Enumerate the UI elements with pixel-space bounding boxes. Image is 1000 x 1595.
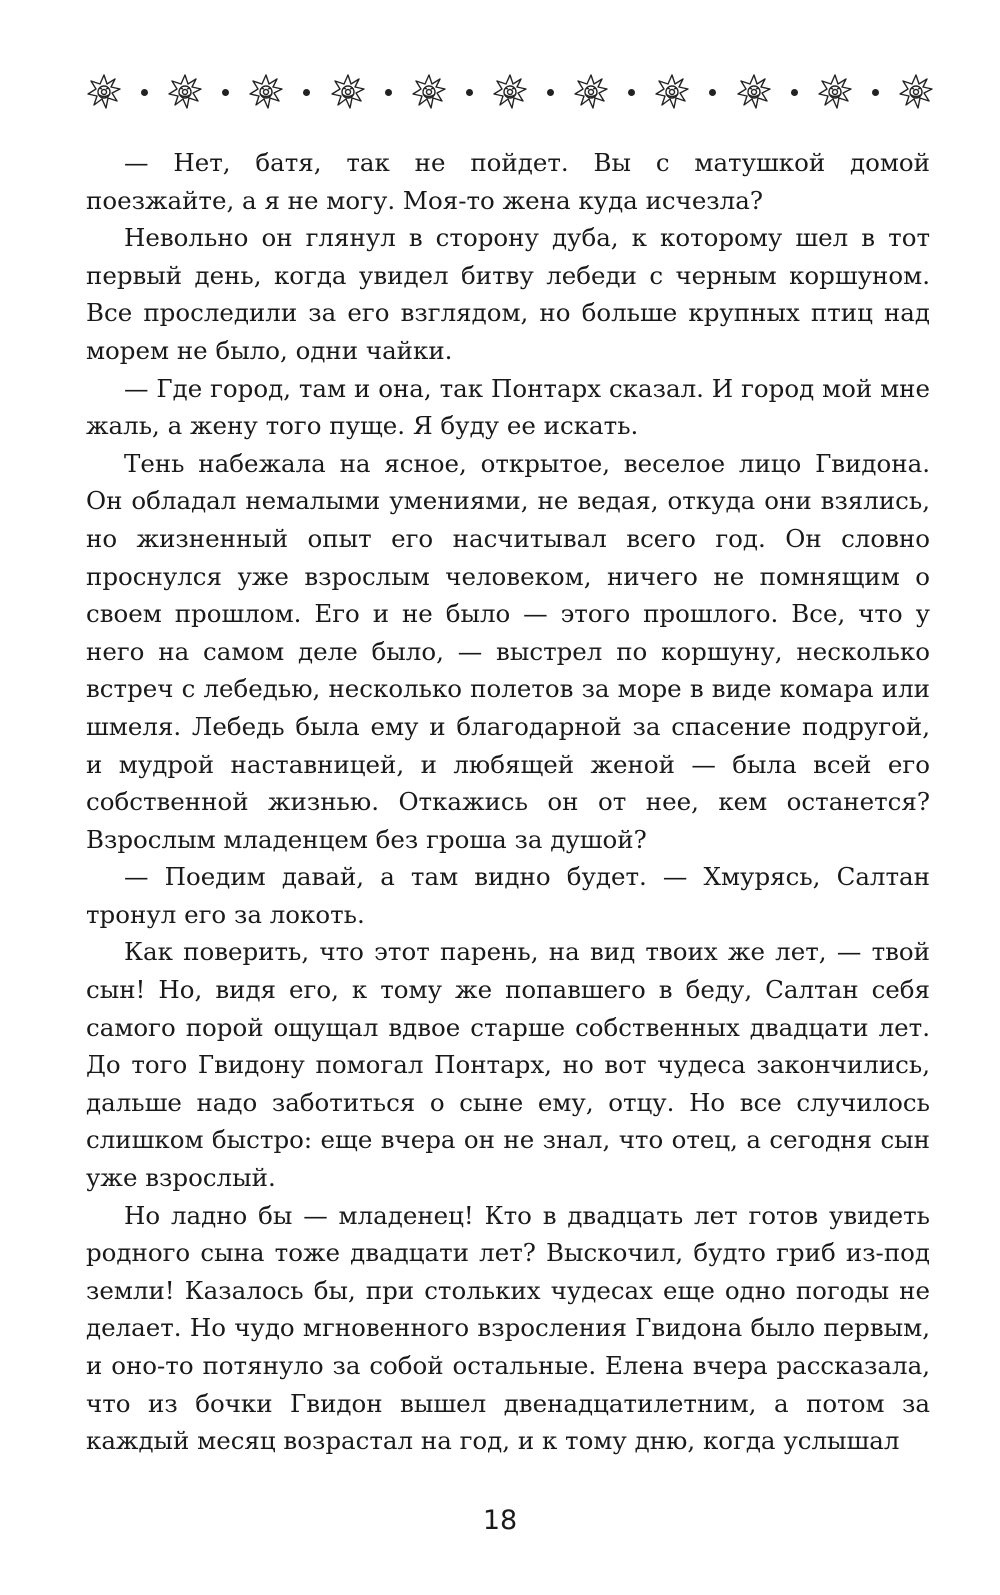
dot-separator	[791, 89, 798, 96]
dot-separator	[385, 89, 392, 96]
dot-separator	[466, 89, 473, 96]
paragraph: Как поверить, что этот парень, на вид твоих же лет, — твой сын! Но, видя его, к тому же попавшего в беду, Салтан себя самого порой ощущал вдвое старше собственных двадцати лет. До того Гвидону помогал Понтарх, но вот чудеса закончились, дальше надо заботиться о сыне ему, отцу. Но все случилось слишком быстро: еще вчера он не знал, что отец, а сегодня сын уже взрослый.	[86, 937, 930, 1193]
dot-separator	[141, 89, 148, 96]
dot-separator	[628, 89, 635, 96]
paragraph: — Поедим давай, а там видно будет. — Хмурясь, Салтан тронул его за локоть.	[86, 862, 930, 929]
ornament-border	[86, 70, 934, 114]
dot-separator	[222, 89, 229, 96]
sun-ornament-icon	[86, 74, 122, 110]
sun-ornament-icon	[573, 74, 609, 110]
sun-ornament-icon	[248, 74, 284, 110]
sun-ornament-icon	[492, 74, 528, 110]
paragraph: Но ладно бы — младенец! Кто в двадцать лет готов увидеть родного сына тоже двадцати лет? Выскочил, будто гриб из-под земли! Казалось бы, при стольких чудесах еще одно погоды не делает. Но чудо мгновенного взросления Гвидона было первым, и оно-то потянуло за собой остальные. Елена вчера рассказала, что из бочки Гвидон вышел двенадцатилетним, а потом за каждый месяц возрастал на год, и к тому дню, когда услышал	[86, 1200, 930, 1456]
sun-ornament-icon	[411, 74, 447, 110]
page-number: 18	[482, 1505, 518, 1536]
sun-ornament-icon	[817, 74, 853, 110]
body-text	[86, 144, 930, 1460]
paragraph: — Нет, батя, так не пойдет. Вы с матушкой домой поезжайте, а я не могу. Моя-то жена куда исчезла?	[86, 148, 930, 215]
sun-ornament-icon	[330, 74, 366, 110]
sun-ornament-icon	[167, 74, 203, 110]
sun-ornament-icon	[898, 74, 934, 110]
dot-separator	[872, 89, 879, 96]
paragraph: Тень набежала на ясное, открытое, веселое лицо Гвидона. Он обладал немалыми умениями, не ведая, откуда они взялись, но жизненный опыт его насчитывал всего год. Он словно проснулся уже взрослым человеком, ничего не помнящим о своем прошлом. Его и не было — этого прошлого. Все, что у него на самом деле было, — выстрел по коршуну, несколько встреч с лебедью, несколько полетов за море в виде комара или шмеля. Лебедь была ему и благодарной за спасение подругой, и мудрой наставницей, и любящей женой — была всей его собственной жизнью. Откажись он от нее, кем останется? Взрослым младенцем без гроша за душой?	[86, 448, 930, 854]
dot-separator	[709, 89, 716, 96]
dot-separator	[547, 89, 554, 96]
sun-ornament-icon	[736, 74, 772, 110]
paragraph: Невольно он глянул в сторону дуба, к которому шел в тот первый день, когда увидел битву лебеди с черным коршуном. Все проследили за его взглядом, но больше крупных птиц над морем не было, одни чайки.	[86, 223, 930, 365]
sun-ornament-icon	[654, 74, 690, 110]
paragraph: — Где город, там и она, так Понтарх сказал. И город мой мне жаль, а жену того пуще. Я буду ее искать.	[86, 373, 930, 441]
dot-separator	[303, 89, 310, 96]
